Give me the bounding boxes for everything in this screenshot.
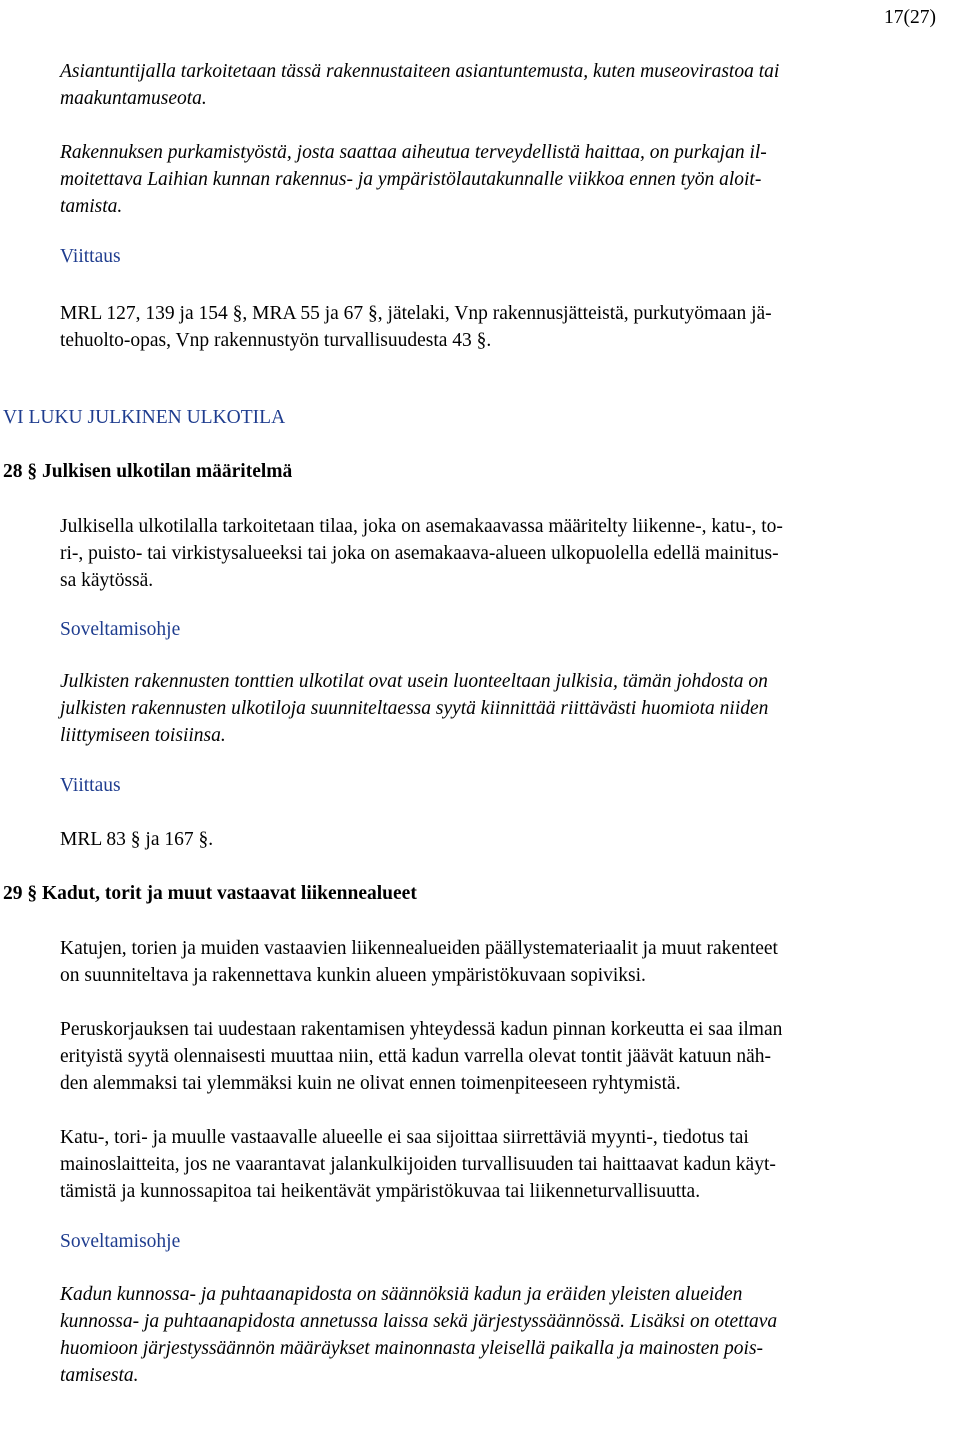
paragraph-public-buildings-guidance: Julkisten rakennusten tonttien ulkotilat ovat usein luonteeltaan julkisia, tämän johdosta on julkisten rakennusten ulkotiloja suunniteltaessa syytä kiinnittää riittävästi huomiota niiden liittymiseen toisiinsa. xyxy=(60,671,769,746)
subheading-viittaus: Viittaus xyxy=(60,775,121,796)
subheading-viittaus: Viittaus xyxy=(60,246,121,267)
paragraph-street-level: Peruskorjauksen tai uudestaan rakentamisen yhteydessä kadun pinnan korkeutta ei saa ilman erityistä syytä olennaisesti muuttaa niin, että kadun varrella olevat tontit jäävät katuun näh- den alemmaksi tai ylemmäksi kuin ne olivat ennen toimenpiteeseen ryhtymistä. xyxy=(60,1019,783,1094)
paragraph-street-maintenance-guidance: Kadun kunnossa- ja puhtaanapidosta on säännöksiä kadun ja eräiden yleisten alueiden kunnossa- ja puhtaanapidosta annetussa laissa sekä järjestyssäännössä. Lisäksi on otettava huomioon järjestyssäännön määräykset mainonnasta yleisellä paikalla ja mainosten pois- tamisesta. xyxy=(60,1284,778,1386)
paragraph-references: MRL 127, 139 ja 154 §, MRA 55 ja 67 §, jätelaki, Vnp rakennusjätteistä, purkutyömaan jä- tehuolto-opas, Vnp rakennustyön turvallisuudesta 43 §. xyxy=(60,303,772,351)
subheading-soveltamisohje: Soveltamisohje xyxy=(60,1231,181,1252)
document-body xyxy=(3,58,955,1389)
section-heading-28: 28 § Julkisen ulkotilan määritelmä xyxy=(3,461,293,482)
paragraph-references: MRL 83 § ja 167 §. xyxy=(60,829,214,850)
page-number: 17(27) xyxy=(884,7,936,28)
paragraph-demolition-notice: Rakennuksen purkamistyöstä, josta saattaa aiheutua terveydellistä haittaa, on purkajan il- moitettava Laihian kunnan rakennus- ja ympäristölautakunnalle viikkoa ennen työn aloit- tamista. xyxy=(60,142,767,217)
paragraph-street-devices: Katu-, tori- ja muulle vastaavalle alueelle ei saa sijoittaa siirrettäviä myynti-, tiedotus tai mainoslaitteita, jos ne vaarantavat jalankulkijoiden turvallisuuden tai haittaavat kadun käyt- tämistä ja kunnossapitoa tai heikentävät ympäristökuvaa tai liikenneturvallisuutta. xyxy=(60,1127,776,1202)
paragraph-public-space-definition: Julkisella ulkotilalla tarkoitetaan tilaa, joka on asemakaavassa määritelty liikenne-, katu-, to- ri-, puisto- tai virkistysalueeksi tai joka on asemakaava-alueen ulkopuolella edellä mainitus- sa käytössä. xyxy=(60,516,783,591)
section-heading-29: 29 § Kadut, torit ja muut vastaavat liikennealueet xyxy=(3,883,417,904)
paragraph-expert-definition: Asiantuntijalla tarkoitetaan tässä rakennustaiteen asiantuntemusta, kuten museovirastoa tai maakuntamuseota. xyxy=(60,61,780,109)
subheading-soveltamisohje: Soveltamisohje xyxy=(60,619,181,640)
chapter-heading: VI LUKU JULKINEN ULKOTILA xyxy=(3,407,286,428)
paragraph-street-materials: Katujen, torien ja muiden vastaavien liikennealueiden päällystemateriaalit ja muut rakenteet on suunniteltava ja rakennettava kunkin alueen ympäristökuvaan sopiviksi. xyxy=(60,938,778,986)
